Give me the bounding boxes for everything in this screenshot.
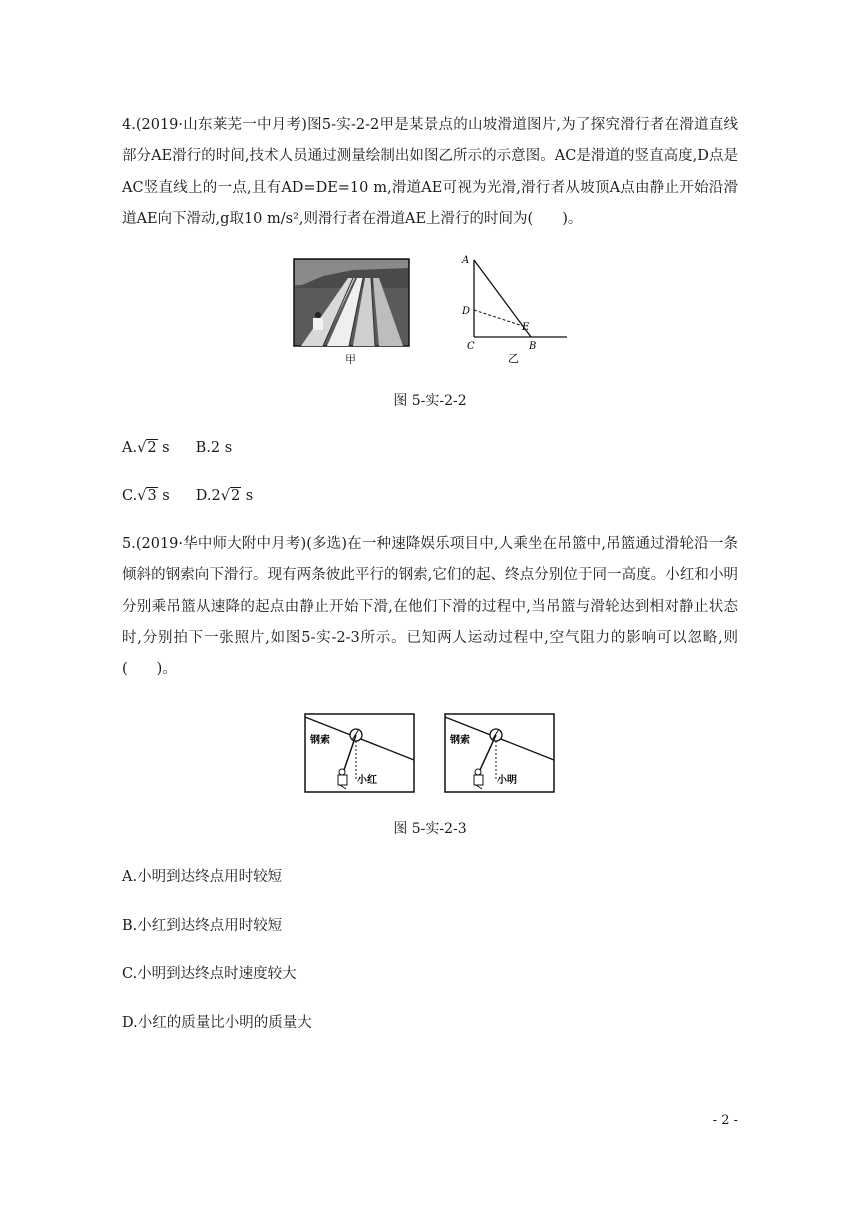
- point-e-label: E: [522, 322, 530, 333]
- point-d-label: D: [462, 306, 471, 317]
- q5-option-b: B.小红到达终点用时较短: [122, 918, 283, 934]
- figure-5-2-3-caption: 图 5-实-2-3: [393, 821, 467, 837]
- triangle-diagram: [455, 252, 575, 367]
- person-label-xiaoming: 小明: [497, 775, 517, 786]
- q5-option-c: C.小明到达终点时速度较大: [122, 966, 297, 982]
- cable-figure-xiaohong: [304, 713, 416, 795]
- point-a-label: A: [462, 255, 470, 266]
- q4-options-row-2: [122, 486, 253, 506]
- cable-figure-xiaoming: [444, 713, 556, 795]
- cable-label-right: 钢索: [450, 735, 470, 746]
- point-c-label: C: [467, 341, 475, 352]
- cable-label-left: 钢索: [310, 735, 330, 746]
- figure-5-2-2-caption: 图 5-实-2-2: [393, 393, 467, 409]
- point-b-label: B: [529, 341, 537, 352]
- slide-photo-figure: [293, 258, 413, 368]
- question-5-text: 5.(2019·华中师大附中月考)(多选)在一种速降娱乐项目中,人乘坐在吊篮中,吊篮通过滑轮沿一条倾斜的钢索向下滑行。现有两条彼此平行的钢索,它们的起、终点分别位于同一高度。小红和小明分别乘吊篮从速降的起点由静止开始下滑,在他们下滑的过程中,当吊篮与滑轮达到相对静止状态时,分别拍下一张照片,如图5-实-2-3所示。已知两人运动过程中,空气阻力的影响可以忽略,则( )。: [122, 536, 738, 678]
- person-label-xiaohong: 小红: [357, 775, 377, 786]
- option-b: B.2 s: [195, 440, 233, 456]
- fig-jia-label: 甲: [345, 353, 356, 366]
- question-4-text: 4.(2019·山东莱芜一中月考)图5-实-2-2甲是某景点的山坡滑道图片,为了探究滑行者在滑道直线部分AE滑行的时间,技术人员通过测量绘制出如图乙所示的示意图。AC是滑道的竖直高度,D点是AC竖直线上的一点,且有AD=DE=10 m,滑道AE可视为光滑,滑行者从坡顶A点由静止开始沿滑道AE向下滑动,g取10 m/s²,则滑行者在滑道AE上滑行的时间为( )。: [122, 117, 738, 227]
- page-number: - 2 -: [712, 1113, 738, 1128]
- option-c: C.√3 s: [122, 488, 170, 504]
- q5-option-a: A.小明到达终点用时较短: [122, 869, 283, 885]
- option-a: A.√2 s: [122, 440, 170, 456]
- option-d: D.2√2 s: [195, 488, 254, 504]
- q5-option-d: D.小红的质量比小明的质量大: [122, 1015, 312, 1031]
- fig-yi-label: 乙: [508, 352, 519, 365]
- q4-options-row-1: [122, 438, 232, 458]
